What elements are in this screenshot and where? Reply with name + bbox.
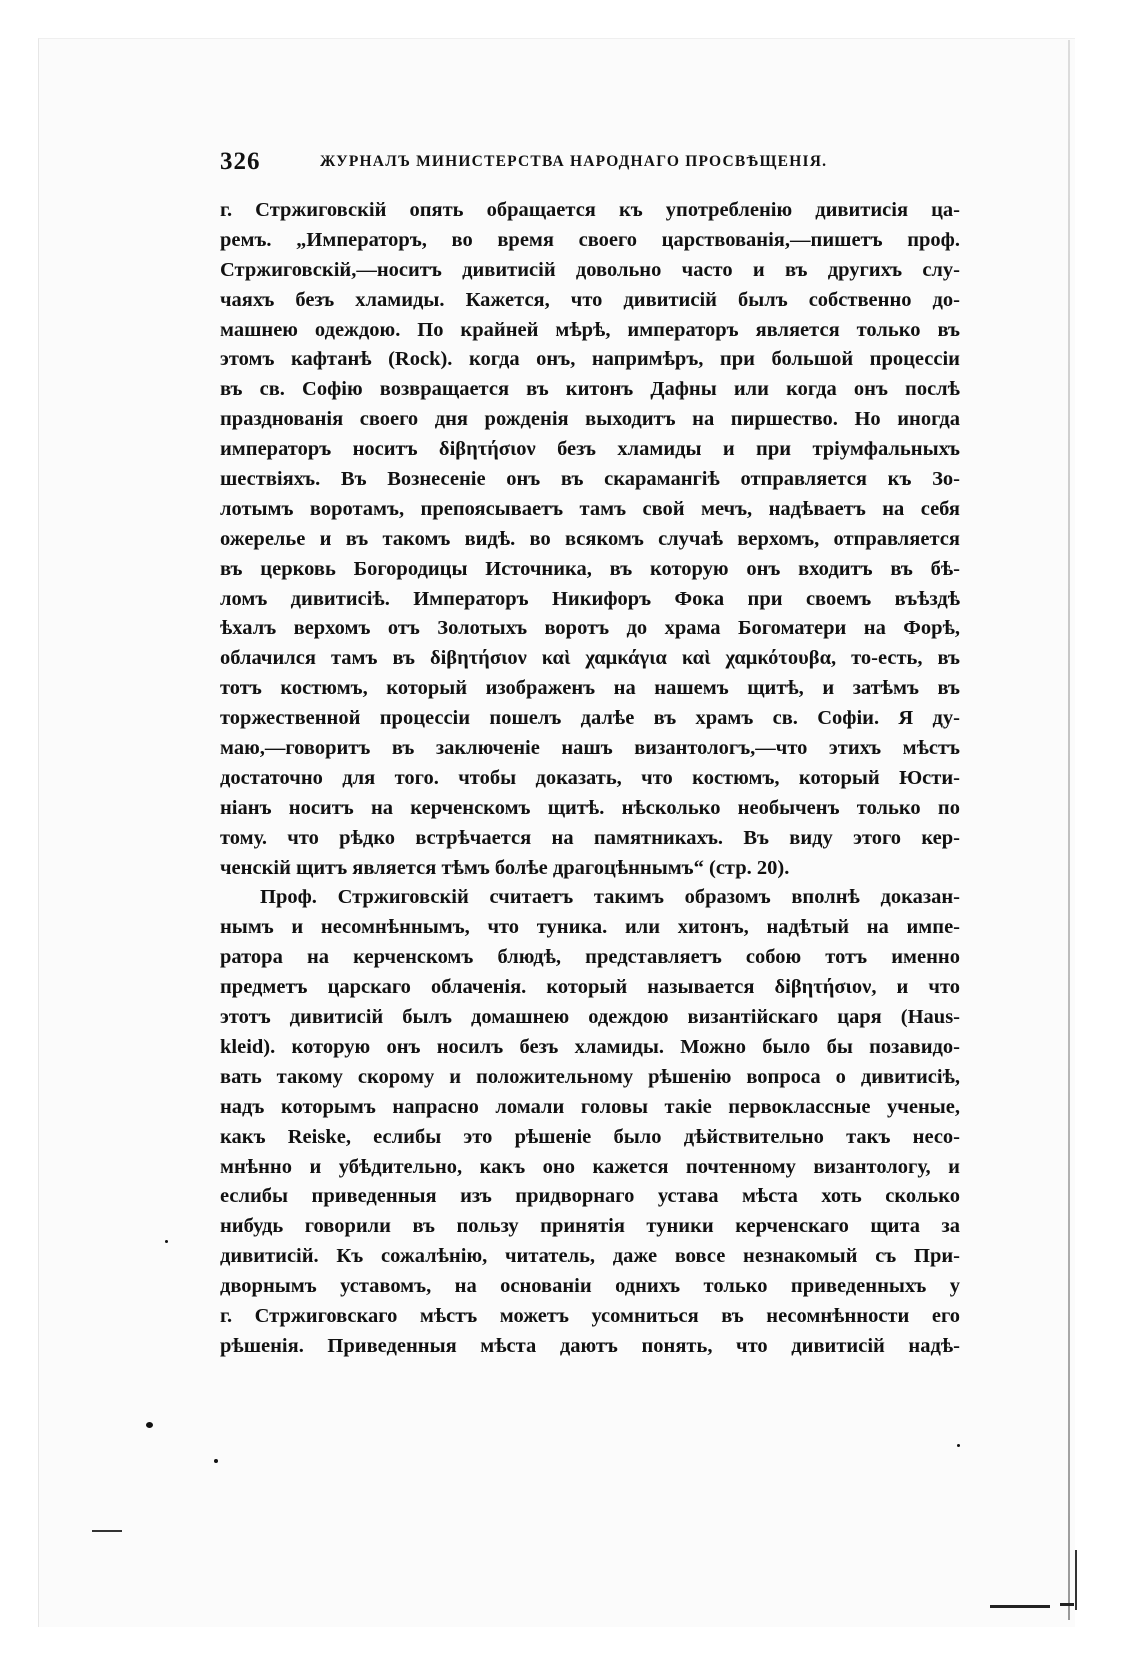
text-line: ломъ дивитисіѣ. Императоръ Никифоръ Фока при своемъ въѣздѣ <box>220 587 960 610</box>
text-line: рѣшенія. Приведенныя мѣста даютъ понять, что дивитисій надѣ- <box>220 1334 960 1357</box>
text-line: предметъ царскаго облаченія. который называется δiβητήσιον, и что <box>220 976 960 999</box>
page-header <box>220 148 960 182</box>
text-line: чаяхъ безъ хламиды. Кажется, что дивитисій былъ собственно до- <box>220 288 960 311</box>
text-line: kleid). которую онъ носилъ безъ хламиды. Можно было бы позавидо- <box>220 1035 960 1058</box>
text-line: ніанъ носитъ на керченскомъ щитѣ. нѣсколько необыченъ только по <box>220 796 960 819</box>
text-line: торжественной процессіи пошелъ далѣе въ храмъ св. Софіи. Я ду- <box>220 707 960 730</box>
text-line: празднованія своего дня рожденія выходитъ на пиршество. Но иногда <box>220 408 960 431</box>
text-line: надъ которымъ напрасно ломали головы такіе первоклассные ученые, <box>220 1095 960 1118</box>
text-line: машнею одеждою. По крайней мѣрѣ, императоръ является только въ <box>220 318 960 341</box>
text-line: нымъ и несомнѣннымъ, что туника. или хитонъ, надѣтый на импе- <box>220 916 960 939</box>
text-line: достаточно для того. чтобы доказать, что костюмъ, который Юсти- <box>220 766 960 789</box>
bottom-scan-mark <box>990 1605 1050 1608</box>
margin-ink-dot <box>957 1444 960 1447</box>
text-line: лотымъ воротамъ, препоясываетъ тамъ свой мечъ, надѣваетъ на себя <box>220 497 960 520</box>
text-line: ѣхалъ верхомъ отъ Золотыхъ воротъ до храма Богоматери на Форѣ, <box>220 617 960 640</box>
text-line: мнѣнно и убѣдительно, какъ оно кажется почтенному византологу, и <box>220 1155 960 1178</box>
text-line: шествіяхъ. Въ Вознесеніе онъ въ скарамангіѣ отправляется къ Зо- <box>220 468 960 491</box>
text-line: Стржиговскій,—носитъ дивитисій довольно часто и въ другихъ слу- <box>220 258 960 281</box>
text-line: тотъ костюмъ, который изображенъ на нашемъ щитѣ, и затѣмъ въ <box>220 677 960 700</box>
page-edge-shadow <box>1068 40 1070 1620</box>
margin-ink-dot <box>146 1422 153 1428</box>
text-line-paragraph-end: ченскій щитъ является тѣмъ болѣе драгоцѣннымъ“ (стр. 20). <box>220 856 790 879</box>
text-line: въ св. Софію возвращается въ китонъ Дафны или когда онъ послѣ <box>220 378 960 401</box>
text-line: какъ Reiske, еслибы это рѣшеніе было дѣйствительно такъ несо- <box>220 1125 960 1148</box>
text-line: ратора на керченскомъ блюдѣ, представляетъ собою тотъ именно <box>220 946 960 969</box>
text-line: вать такому скорому и положительному рѣшенію вопроса о дивитисіѣ, <box>220 1065 960 1088</box>
margin-ink-dot <box>165 1240 168 1243</box>
text-line: облачился тамъ въ δiβητήσιον καὶ χαμκάγια καὶ χαμκότουβα, то-есть, въ <box>220 647 960 670</box>
text-line: нибудь говорили въ пользу принятія туники керченскаго щита за <box>220 1215 960 1238</box>
text-line-paragraph-start: Проф. Стржиговскій считаетъ такимъ образомъ вполнѣ доказан- <box>260 886 960 909</box>
body-text <box>220 196 960 1362</box>
text-line: ожерелье и въ такомъ видѣ. во всякомъ случаѣ верхомъ, отправляется <box>220 527 960 550</box>
text-line: г. Стржиговскаго мѣстъ можетъ усомниться въ несомнѣнности его <box>220 1304 960 1327</box>
text-line: еслибы приведенныя изъ придворнаго устава мѣста хоть сколько <box>220 1185 960 1208</box>
text-line: этотъ дивитисій былъ домашнею одеждою византійскаго царя (Haus- <box>220 1006 960 1029</box>
text-line: ремъ. „Императоръ, во время своего царствованія,—пишетъ проф. <box>220 228 960 251</box>
page-edge-mark <box>1075 1550 1077 1610</box>
margin-dash-mark <box>92 1530 122 1532</box>
text-line: г. Стржиговскій опять обращается къ употребленію дивитисія ца- <box>220 199 960 221</box>
text-line: императоръ носитъ δiβητήσιον безъ хламиды и при тріумфальныхъ <box>220 438 960 461</box>
running-head: ЖУРНАЛЪ МИНИСТЕРСТВА НАРОДНАГО ПРОСВѢЩЕНІЯ. <box>320 153 828 170</box>
text-line: дворнымъ уставомъ, на основаніи однихъ только приведенныхъ у <box>220 1275 960 1298</box>
text-line: маю,—говоритъ въ заключеніе нашъ византологъ,—что этихъ мѣстъ <box>220 737 960 760</box>
text-line: этомъ кафтанѣ (Rock). когда онъ, напримѣръ, при большой процессіи <box>220 348 960 371</box>
page-number: 326 <box>220 148 261 175</box>
bottom-scan-mark-small <box>1060 1603 1074 1606</box>
margin-ink-dot <box>214 1459 218 1463</box>
text-line: тому. что рѣдко встрѣчается на памятникахъ. Въ виду этого кер- <box>220 826 960 849</box>
text-line: въ церковь Богородицы Источника, въ которую онъ входитъ въ бѣ- <box>220 557 960 580</box>
text-line: дивитисій. Къ сожалѣнію, читатель, даже вовсе незнакомый съ При- <box>220 1245 960 1268</box>
